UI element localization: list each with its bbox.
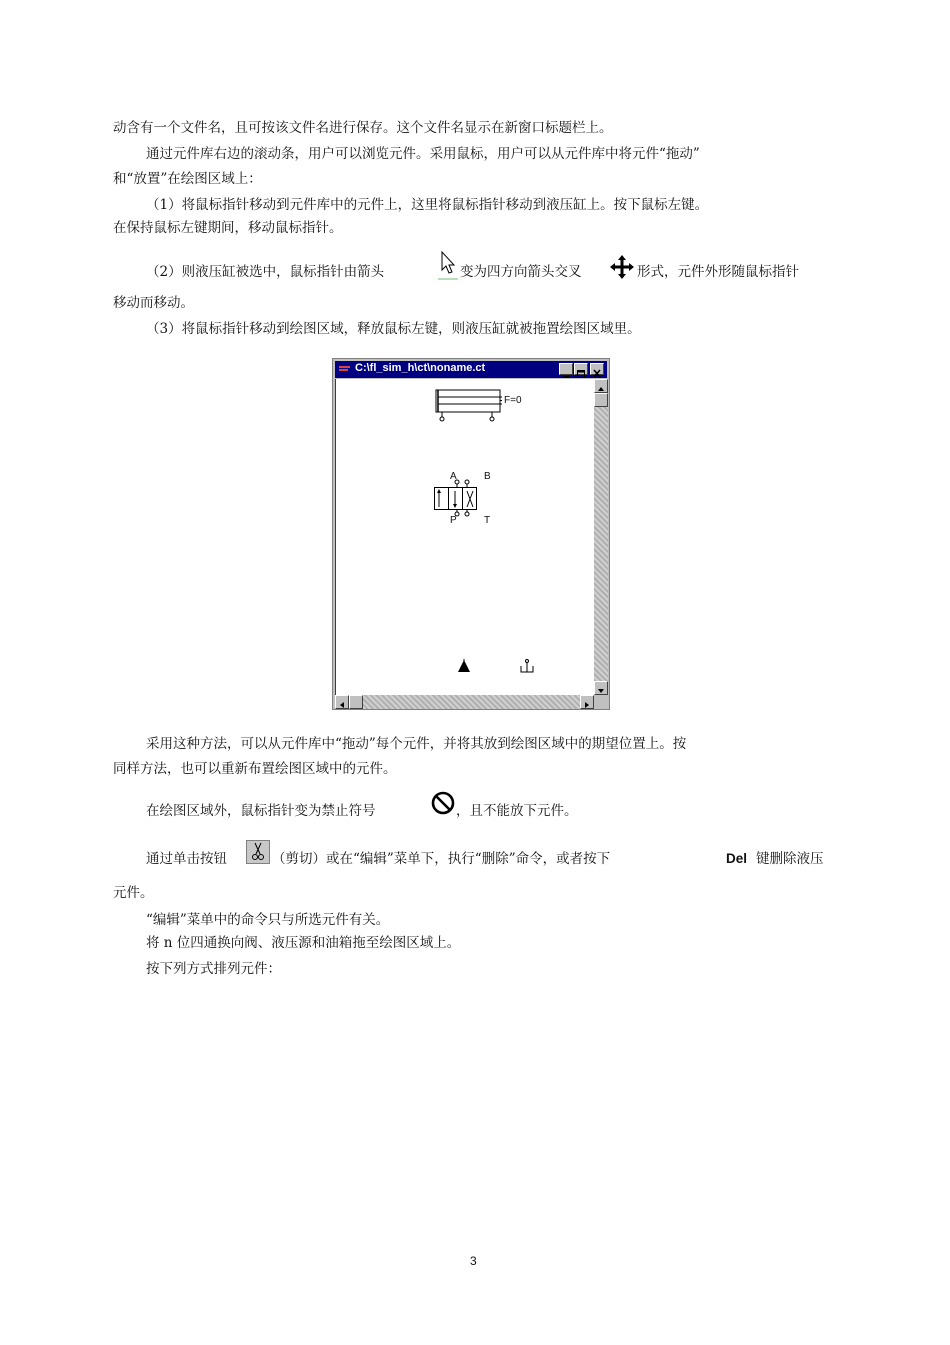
paragraph-line: 键删除液压 — [756, 851, 824, 867]
paragraph-line: （2）则液压缸被选中，鼠标指针由箭头 — [146, 264, 385, 280]
valve-port-label: A — [450, 471, 457, 482]
valve-port-label: T — [484, 515, 491, 526]
maximize-icon — [575, 369, 587, 379]
minimize-button[interactable] — [559, 363, 573, 375]
paragraph-line: 将 n 位四通换向阀、液压源和油箱拖至绘图区域上。 — [146, 935, 461, 951]
move-cursor-icon — [609, 254, 635, 280]
minimize-icon — [560, 369, 572, 379]
close-button[interactable] — [590, 363, 604, 375]
paragraph-line: 在保持鼠标左键期间，移动鼠标指针。 — [113, 220, 343, 236]
paragraph-line: 和“放置”在绘图区域上： — [113, 171, 262, 187]
paragraph-line: （1）将鼠标指针移动到元件库中的元件上，这里将鼠标指针移动到液压缸上。按下鼠标左键。 — [146, 197, 709, 213]
horizontal-scrollbar[interactable] — [335, 695, 594, 709]
forbidden-icon — [430, 790, 456, 816]
hydraulic-source-icon[interactable] — [456, 659, 472, 675]
paragraph-line: “编辑”菜单中的命令只与所选元件有关。 — [146, 912, 390, 928]
del-key-label: Del — [726, 851, 748, 866]
window-title-bar[interactable] — [335, 361, 607, 378]
scroll-right-button[interactable] — [580, 695, 594, 709]
paragraph-line: ，且不能放下元件。 — [456, 803, 578, 819]
drawing-area[interactable] — [335, 379, 594, 695]
paragraph-line: 通过单击按钮 — [146, 851, 227, 867]
paragraph-line: 动含有一个文件名，且可按该文件名进行保存。这个文件名显示在新窗口标题栏上。 — [113, 120, 613, 136]
paragraph-line: （剪切）或在“编辑”菜单下，执行“删除”命令，或者按下 — [272, 851, 611, 867]
paragraph-line: （3）将鼠标指针移动到绘图区域，释放鼠标左键，则液压缸就被拖置绘图区域里。 — [146, 321, 641, 337]
app-window — [332, 358, 610, 710]
valve-port-label: P — [450, 515, 457, 526]
paragraph-line: 移动而移动。 — [113, 295, 194, 311]
window-title: C:\fl_sim_h\ct\noname.ct — [355, 362, 486, 374]
tank-icon[interactable] — [518, 659, 536, 675]
paragraph-line: 形式，元件外形随鼠标指针 — [637, 264, 799, 280]
scroll-thumb[interactable] — [349, 695, 363, 709]
directional-valve-icon[interactable] — [434, 477, 494, 517]
paragraph-line: 同样方法，也可以重新布置绘图区域中的元件。 — [113, 761, 397, 777]
arrow-cursor-icon — [438, 250, 460, 280]
scroll-up-button[interactable] — [594, 379, 608, 393]
cylinder-force-label: F=0 — [504, 395, 522, 406]
scroll-thumb[interactable] — [594, 393, 608, 407]
size-grip[interactable] — [594, 695, 608, 709]
paragraph-line: 按下列方式排列元件： — [146, 961, 281, 977]
scroll-down-button[interactable] — [594, 681, 608, 695]
page-number: 3 — [470, 1254, 477, 1268]
paragraph-line: 元件。 — [113, 885, 154, 901]
paragraph-line: 在绘图区域外，鼠标指针变为禁止符号 — [146, 803, 376, 819]
paragraph-line: 采用这种方法，可以从元件库中“拖动”每个元件，并将其放到绘图区域中的期望位置上。按 — [146, 736, 687, 752]
app-icon — [338, 364, 352, 374]
arrow-left-icon — [336, 699, 348, 711]
maximize-button[interactable] — [574, 363, 588, 375]
arrow-right-icon — [581, 699, 593, 711]
close-icon — [591, 369, 603, 379]
paragraph-line: 变为四方向箭头交叉 — [460, 264, 582, 280]
valve-port-label: B — [484, 471, 491, 482]
vertical-scrollbar[interactable] — [594, 379, 608, 695]
paragraph-line: 通过元件库右边的滚动条，用户可以浏览元件。采用鼠标，用户可以从元件库中将元件“拖动” — [146, 146, 700, 162]
scissors-icon — [246, 840, 270, 864]
scroll-left-button[interactable] — [335, 695, 349, 709]
